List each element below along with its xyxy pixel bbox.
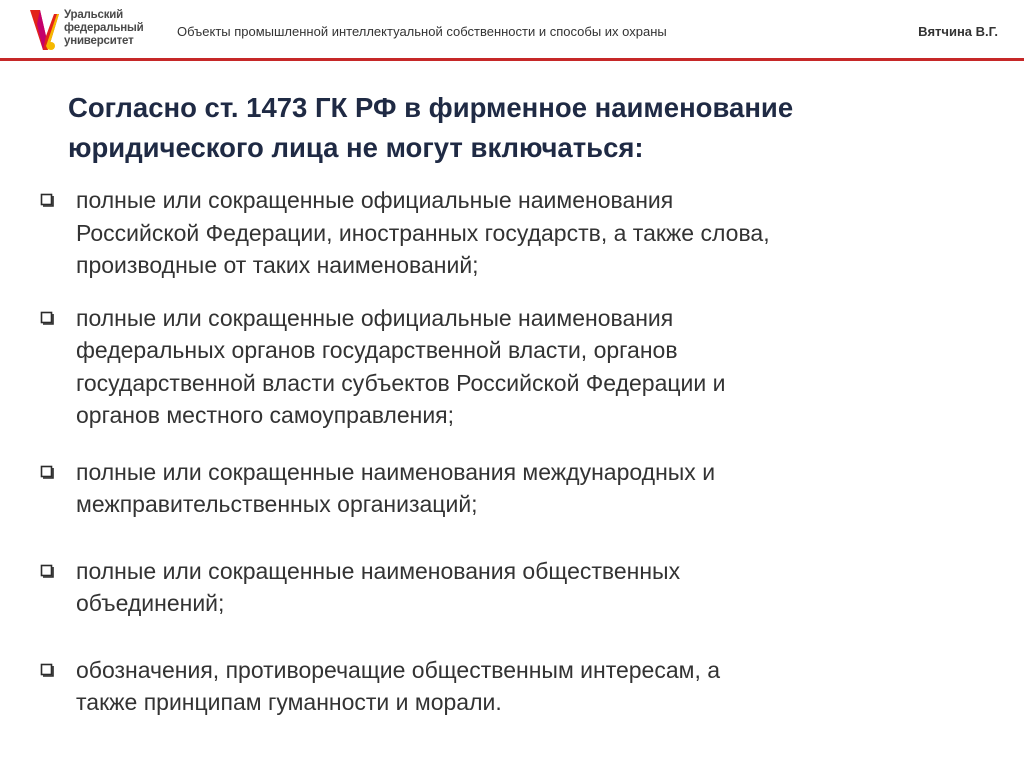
list-item-line: также принципам гуманности и морали. — [76, 689, 502, 715]
list-item-line: производные от таких наименований; — [76, 252, 479, 278]
list-item — [36, 654, 996, 719]
list-item-line: обозначения, противоречащие общественным интересам, а — [76, 656, 721, 683]
restrictions-list — [36, 184, 996, 719]
list-item-line: государственной власти субъектов Российской Федерации и — [76, 369, 726, 396]
list-item-line: объединений; — [76, 590, 225, 616]
university-logo — [28, 6, 168, 56]
heading-line: юридического лица не могут включаться: — [68, 132, 644, 163]
hollow-square-bullet-icon — [40, 193, 54, 207]
list-item-line: органов местного самоуправления; — [76, 402, 455, 428]
hollow-square-bullet-icon — [40, 311, 54, 325]
presentation-title: Объекты промышленной интеллектуальной собственности и способы их охраны — [177, 24, 667, 39]
slide-header — [0, 0, 1024, 62]
hollow-square-bullet-icon — [40, 663, 54, 677]
list-item-line: Российской Федерации, иностранных государств, а также слова, — [76, 219, 770, 246]
list-item — [36, 184, 996, 282]
hollow-square-bullet-icon — [40, 465, 54, 479]
header-divider — [0, 58, 1024, 61]
list-item-line: федеральных органов государственной власти, органов — [76, 337, 678, 363]
slide-heading — [68, 88, 996, 168]
list-item — [36, 555, 996, 620]
list-item-line: полные или сокращенные наименования международных и — [76, 458, 716, 485]
hollow-square-bullet-icon — [40, 564, 54, 578]
logo-wordmark — [64, 9, 143, 48]
list-item — [36, 302, 996, 432]
urfu-logo-icon — [28, 6, 60, 54]
logo-line: Уральский — [64, 9, 124, 21]
author-name: Вятчина В.Г. — [918, 24, 998, 39]
list-item-line: полные или сокращенные официальные наименования — [76, 187, 674, 213]
heading-line: Согласно ст. 1473 ГК РФ в фирменное наименование — [68, 92, 794, 123]
list-item-line: межправительственных организаций; — [76, 491, 478, 517]
logo-line: университет — [64, 35, 134, 47]
list-item-line: полные или сокращенные официальные наименования — [76, 304, 674, 331]
list-item-line: полные или сокращенные наименования общественных — [76, 557, 681, 584]
slide-body — [36, 88, 996, 719]
list-item — [36, 456, 996, 521]
logo-line: федеральный — [64, 22, 144, 34]
